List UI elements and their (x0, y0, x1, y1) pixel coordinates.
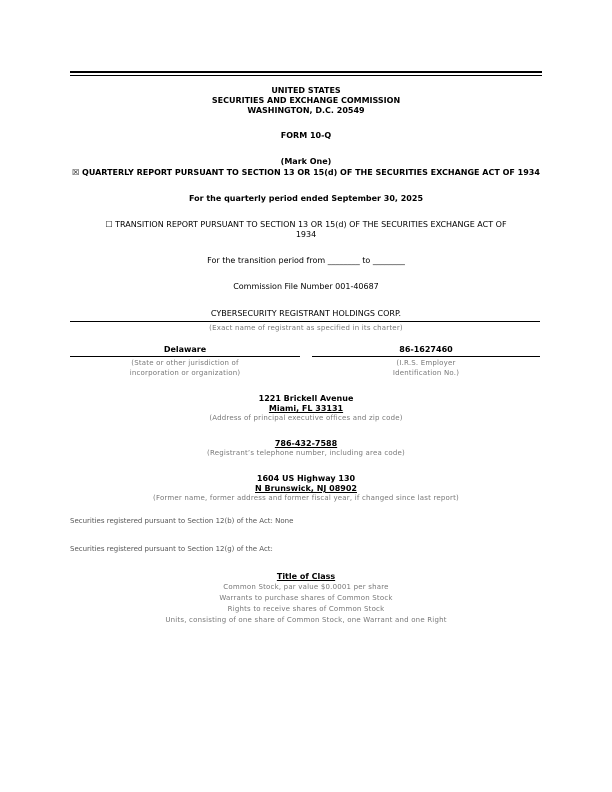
class-line-4: Units, consisting of one share of Common Stock, one Warrant and one Right (165, 616, 447, 624)
former-address-city: N Brunswick, NJ 08902 (255, 484, 357, 493)
state-of-incorporation: Delaware (163, 345, 207, 354)
agency-full: SECURITIES AND EXCHANGE COMMISSION (211, 96, 401, 105)
registrant-name-rule (70, 321, 540, 322)
address-city: Miami, FL 33131 (268, 404, 344, 413)
address-street: 1221 Brickell Avenue (258, 394, 354, 403)
class-line-1: Common Stock, par value $0.0001 per share (223, 583, 389, 591)
form-type: FORM 10-Q (280, 131, 332, 140)
agency-city: WASHINGTON, D.C. 20549 (247, 106, 365, 115)
section-12g-line: Securities registered pursuant to Section 12(g) of the Act: (70, 545, 273, 553)
top-rule-thin (70, 75, 542, 76)
section-12b-line: Securities registered pursuant to Section 12(b) of the Act: None (70, 517, 294, 525)
transition-report-line: ☐ TRANSITION REPORT PURSUANT TO SECTION 13 OR 15(d) OF THE SECURITIES EXCHANGE ACT OF (105, 220, 507, 229)
address-caption: (Address of principal executive offices and zip code) (209, 414, 403, 422)
former-caption: (Former name, former address and former fiscal year, if changed since last report) (153, 494, 459, 502)
state-rule (70, 356, 300, 357)
mark-one: (Mark One) (280, 157, 332, 166)
ein-caption-2: Identification No.) (392, 369, 460, 377)
ein-rule (312, 356, 540, 357)
registrant-name: CYBERSECURITY REGISTRANT HOLDINGS CORP. (210, 309, 402, 318)
top-rule-thick (70, 71, 542, 73)
transition-report-line-2: 1934 (295, 230, 317, 239)
registrant-name-caption: (Exact name of registrant as specified in its charter) (209, 324, 403, 332)
state-caption-2: incorporation or organization) (129, 369, 241, 377)
ein: 86-1627460 (399, 345, 453, 354)
commission-file-number: Commission File Number 001-40687 (233, 282, 379, 291)
state-caption-1: (State or other jurisdiction of (131, 359, 239, 367)
ein-caption-1: (I.R.S. Employer (396, 359, 456, 367)
transition-period-line: For the transition period from ________ to ________ (207, 256, 405, 265)
period-line: For the quarterly period ended September 30, 2025 (188, 194, 424, 203)
class-line-2: Warrants to purchase shares of Common Stock (219, 594, 393, 602)
quarterly-report-line: ☒ QUARTERLY REPORT PURSUANT TO SECTION 13 OR 15(d) OF THE SECURITIES EXCHANGE ACT OF 1934 (72, 168, 540, 177)
former-address-street: 1604 US Highway 130 (256, 474, 356, 483)
phone-number: 786-432-7588 (274, 439, 338, 448)
agency-name: UNITED STATES (271, 86, 341, 95)
title-of-class-heading: Title of Class (276, 572, 336, 581)
class-line-3: Rights to receive shares of Common Stock (227, 605, 385, 613)
phone-caption: (Registrant’s telephone number, including area code) (207, 449, 405, 457)
